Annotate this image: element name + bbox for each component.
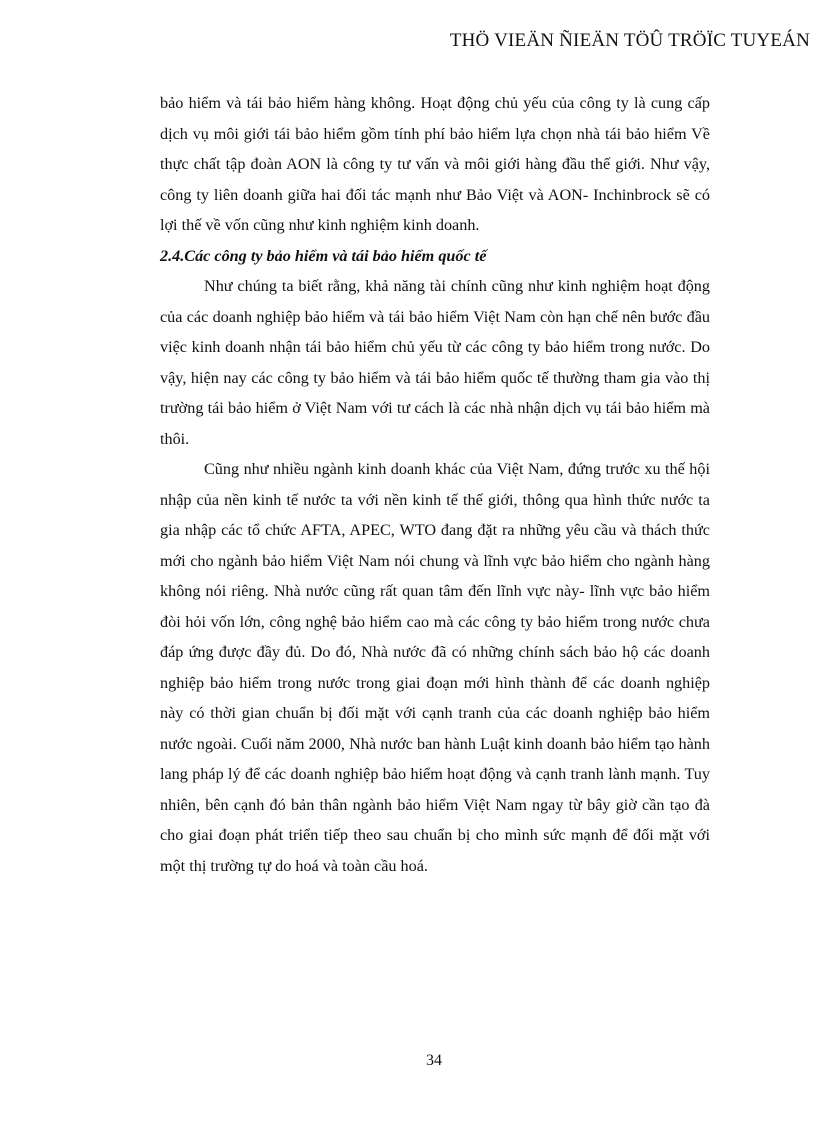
page-number: 34 [426, 1052, 442, 1069]
paragraph-3: Cũng như nhiều ngành kinh doanh khác của Việt Nam, đứng trước xu thế hội nhập của nền kinh tế nước ta với nền kinh tế thế giới, thông qua hình thức nước ta gia nhập các tổ chức AFTA, APEC, WTO đang đặt ra những yêu cầu và thách thức mới cho ngành bảo hiểm Việt Nam nói chung và lĩnh vực bảo hiểm cho ngành hàng không nói riêng. Nhà nước cũng rất quan tâm đến lĩnh vực này- lĩnh vực bảo hiểm đòi hỏi vốn lớn, công nghệ bảo hiểm cao mà các công ty bảo hiểm trong nước chưa đáp ứng được đầy đủ. Do đó, Nhà nước đã có những chính sách bảo hộ các doanh nghiệp bảo hiểm trong nước trong giai đoạn mới hình thành để các doanh nghiệp này có thời gian chuẩn bị đối mặt với cạnh tranh của các doanh nghiệp bảo hiểm nước ngoài. Cuối năm 2000, Nhà nước ban hành Luật kinh doanh bảo hiểm tạo hành lang pháp lý để các doanh nghiệp bảo hiểm hoạt động và cạnh tranh lành mạnh. Tuy nhiên, bên cạnh đó bản thân ngành bảo hiểm Việt Nam ngay từ bây giờ cần tạo đà cho giai đoạn phát triển tiếp theo sau chuẩn bị cho mình sức mạnh để đối mặt với một thị trường tự do hoá và toàn cầu hoá. [160, 460, 710, 875]
page-header: THÖ VIEÄN ÑIEÄN TÖÛ TRÖÏC TUYEÁN [449, 30, 810, 51]
section-heading: 2.4.Các công ty bảo hiểm và tái bảo hiểm quốc tế [160, 246, 487, 265]
paragraph-1: bảo hiểm và tái bảo hiểm hàng không. Hoạt động chủ yếu của công ty là cung cấp dịch vụ môi giới tái bảo hiểm gồm tính phí bảo hiểm lựa chọn nhà tái bảo hiểm Về thực chất tập đoàn AON là công ty tư vấn và môi giới hàng đầu thế giới. Như vậy, công ty liên doanh giữa hai đối tác mạnh như Bảo Việt và AON- Inchinbrock sẽ có lợi thế về vốn cũng như kinh nghiệm kinh doanh. [160, 94, 710, 234]
body-text [160, 88, 710, 881]
paragraph-2: Như chúng ta biết rằng, khả năng tài chính cũng như kinh nghiệm hoạt động của các doanh nghiệp bảo hiểm và tái bảo hiểm Việt Nam còn hạn chế nên bước đầu việc kinh doanh nhận tái bảo hiểm chủ yếu từ các công ty bảo hiểm trong nước. Do vậy, hiện nay các công ty bảo hiểm và tái bảo hiểm quốc tế thường tham gia vào thị trường tái bảo hiểm ở Việt Nam với tư cách là các nhà nhận dịch vụ tái bảo hiểm mà thôi. [160, 277, 710, 448]
